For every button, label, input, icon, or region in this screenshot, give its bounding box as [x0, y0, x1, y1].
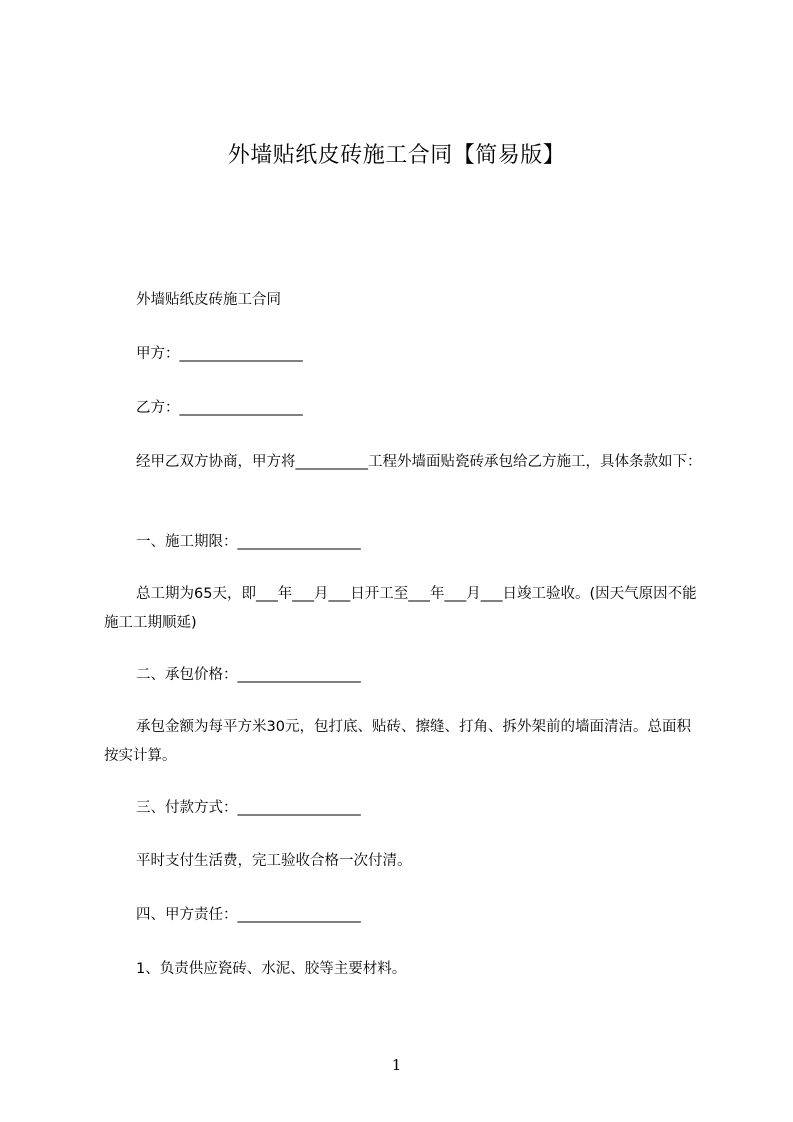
section-duty-item-1: 1、负责供应瓷砖、水泥、胶等主要材料。	[136, 961, 407, 977]
section-period-text: 总工期为65天，即___年___月___日开工至___年___月___日竣工验收。(因天气原因不能施工工期顺延)	[104, 586, 697, 631]
contract-subtitle: 外墙贴纸皮砖施工合同	[136, 292, 281, 308]
intro-paragraph: 经甲乙双方协商，甲方将__________工程外墙面贴瓷砖承包给乙方施工，具体条款如下：	[136, 454, 702, 470]
page-number: 1	[391, 1056, 402, 1074]
section-duty-heading: 四、甲方责任：_________________	[136, 907, 361, 923]
section-payment-heading: 三、付款方式：_________________	[136, 800, 361, 816]
document-title: 外墙贴纸皮砖施工合同【简易版】	[227, 143, 566, 168]
section-price-text: 承包金额为每平方米30元，包打底、贴砖、擦缝、打角、拆外架前的墙面清洁。总面积按实计算。	[104, 719, 691, 764]
party-b-line: 乙方：_________________	[136, 400, 303, 416]
section-payment-text: 平时支付生活费，完工验收合格一次付清。	[136, 853, 412, 869]
section-period-heading: 一、施工期限：_________________	[136, 534, 361, 550]
section-price-heading: 二、承包价格：_________________	[136, 667, 361, 683]
party-a-line: 甲方：_________________	[136, 346, 303, 362]
